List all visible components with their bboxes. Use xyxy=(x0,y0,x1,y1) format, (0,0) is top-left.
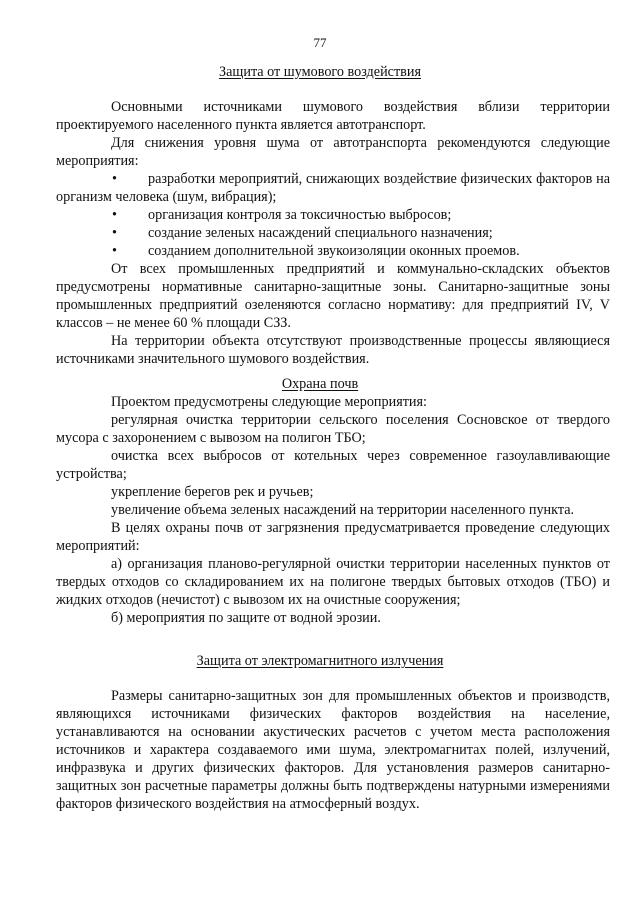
noise-bullet-3: • создание зеленых насаждений специального назначения; xyxy=(112,225,493,241)
noise-paragraph-3: От всех промышленных предприятий и коммунально-складских объектов предусмотрены нормативные санитарно-защитные зоны. Санитарно-защитные зоны промышленных предприятий озеленяются согласно нормативу: для предприятий IV, V классов – не менее 60 % площади СЗЗ. xyxy=(56,261,610,331)
noise-paragraph-4: На территории объекта отсутствуют производственные процессы являющиеся источниками значительного шумового воздействия. xyxy=(56,333,610,367)
soil-paragraph-3: очистка всех выбросов от котельных через современное газоулавливающие устройства; xyxy=(56,448,610,482)
soil-paragraph-7: а) организация планово-регулярной очистки территории населенных пунктов от твердых отходов со складированием их на полигоне твердых бытовых отходов (ТБО) и жидких отходов (нечистот) с вывозом их на очистные сооружения; xyxy=(56,556,610,608)
noise-heading: Защита от шумового воздействия xyxy=(219,64,421,80)
noise-bullet-4: • созданием дополнительной звукоизоляции оконных проемов. xyxy=(112,243,520,259)
soil-paragraph-8: б) мероприятия по защите от водной эрозии. xyxy=(111,610,381,626)
soil-paragraph-6: В целях охраны почв от загрязнения предусматривается проведение следующих мероприятий: xyxy=(56,520,610,554)
noise-bullet-2: • организация контроля за токсичностью выбросов; xyxy=(112,207,452,223)
soil-heading: Охрана почв xyxy=(281,376,359,392)
noise-section xyxy=(56,98,610,368)
em-heading: Защита от электромагнитного излучения xyxy=(196,653,444,669)
soil-paragraph-5: увеличение объема зеленых насаждений на территории населенного пункта. xyxy=(111,502,575,518)
soil-section xyxy=(56,393,610,627)
em-paragraph-1: Размеры санитарно-защитных зон для промышленных объектов и производств, являющихся источниками физических факторов воздействия на население, устанавливаются на основании акустических расчетов с учетом места расположения источников и характера создаваемого ими шума, электромагнитах полей, излучений, инфразвука и других физических факторов. Для установления размеров санитарно-защитных зон расчетные параметры должны быть подтверждены натурными измерениями факторов физического воздействия на атмосферный воздух. xyxy=(56,688,610,812)
noise-paragraph-2: Для снижения уровня шума от автотранспорта рекомендуются следующие мероприятия: xyxy=(56,135,610,169)
noise-bullet-1: • разработки мероприятий, снижающих воздействие физических факторов на организм человека (шум, вибрация); xyxy=(56,171,610,205)
soil-paragraph-1: Проектом предусмотрены следующие мероприятия: xyxy=(111,394,427,410)
em-section xyxy=(56,687,610,813)
page-number: 77 xyxy=(313,35,327,50)
soil-paragraph-2: регулярная очистка территории сельского поселения Сосновское от твердого мусора с захоронением с вывозом на полигон ТБО; xyxy=(56,412,610,446)
soil-paragraph-4: укрепление берегов рек и ручьев; xyxy=(111,484,314,500)
noise-paragraph-1: Основными источниками шумового воздействия вблизи территории проектируемого населенного пункта является автотранспорт. xyxy=(56,99,610,133)
